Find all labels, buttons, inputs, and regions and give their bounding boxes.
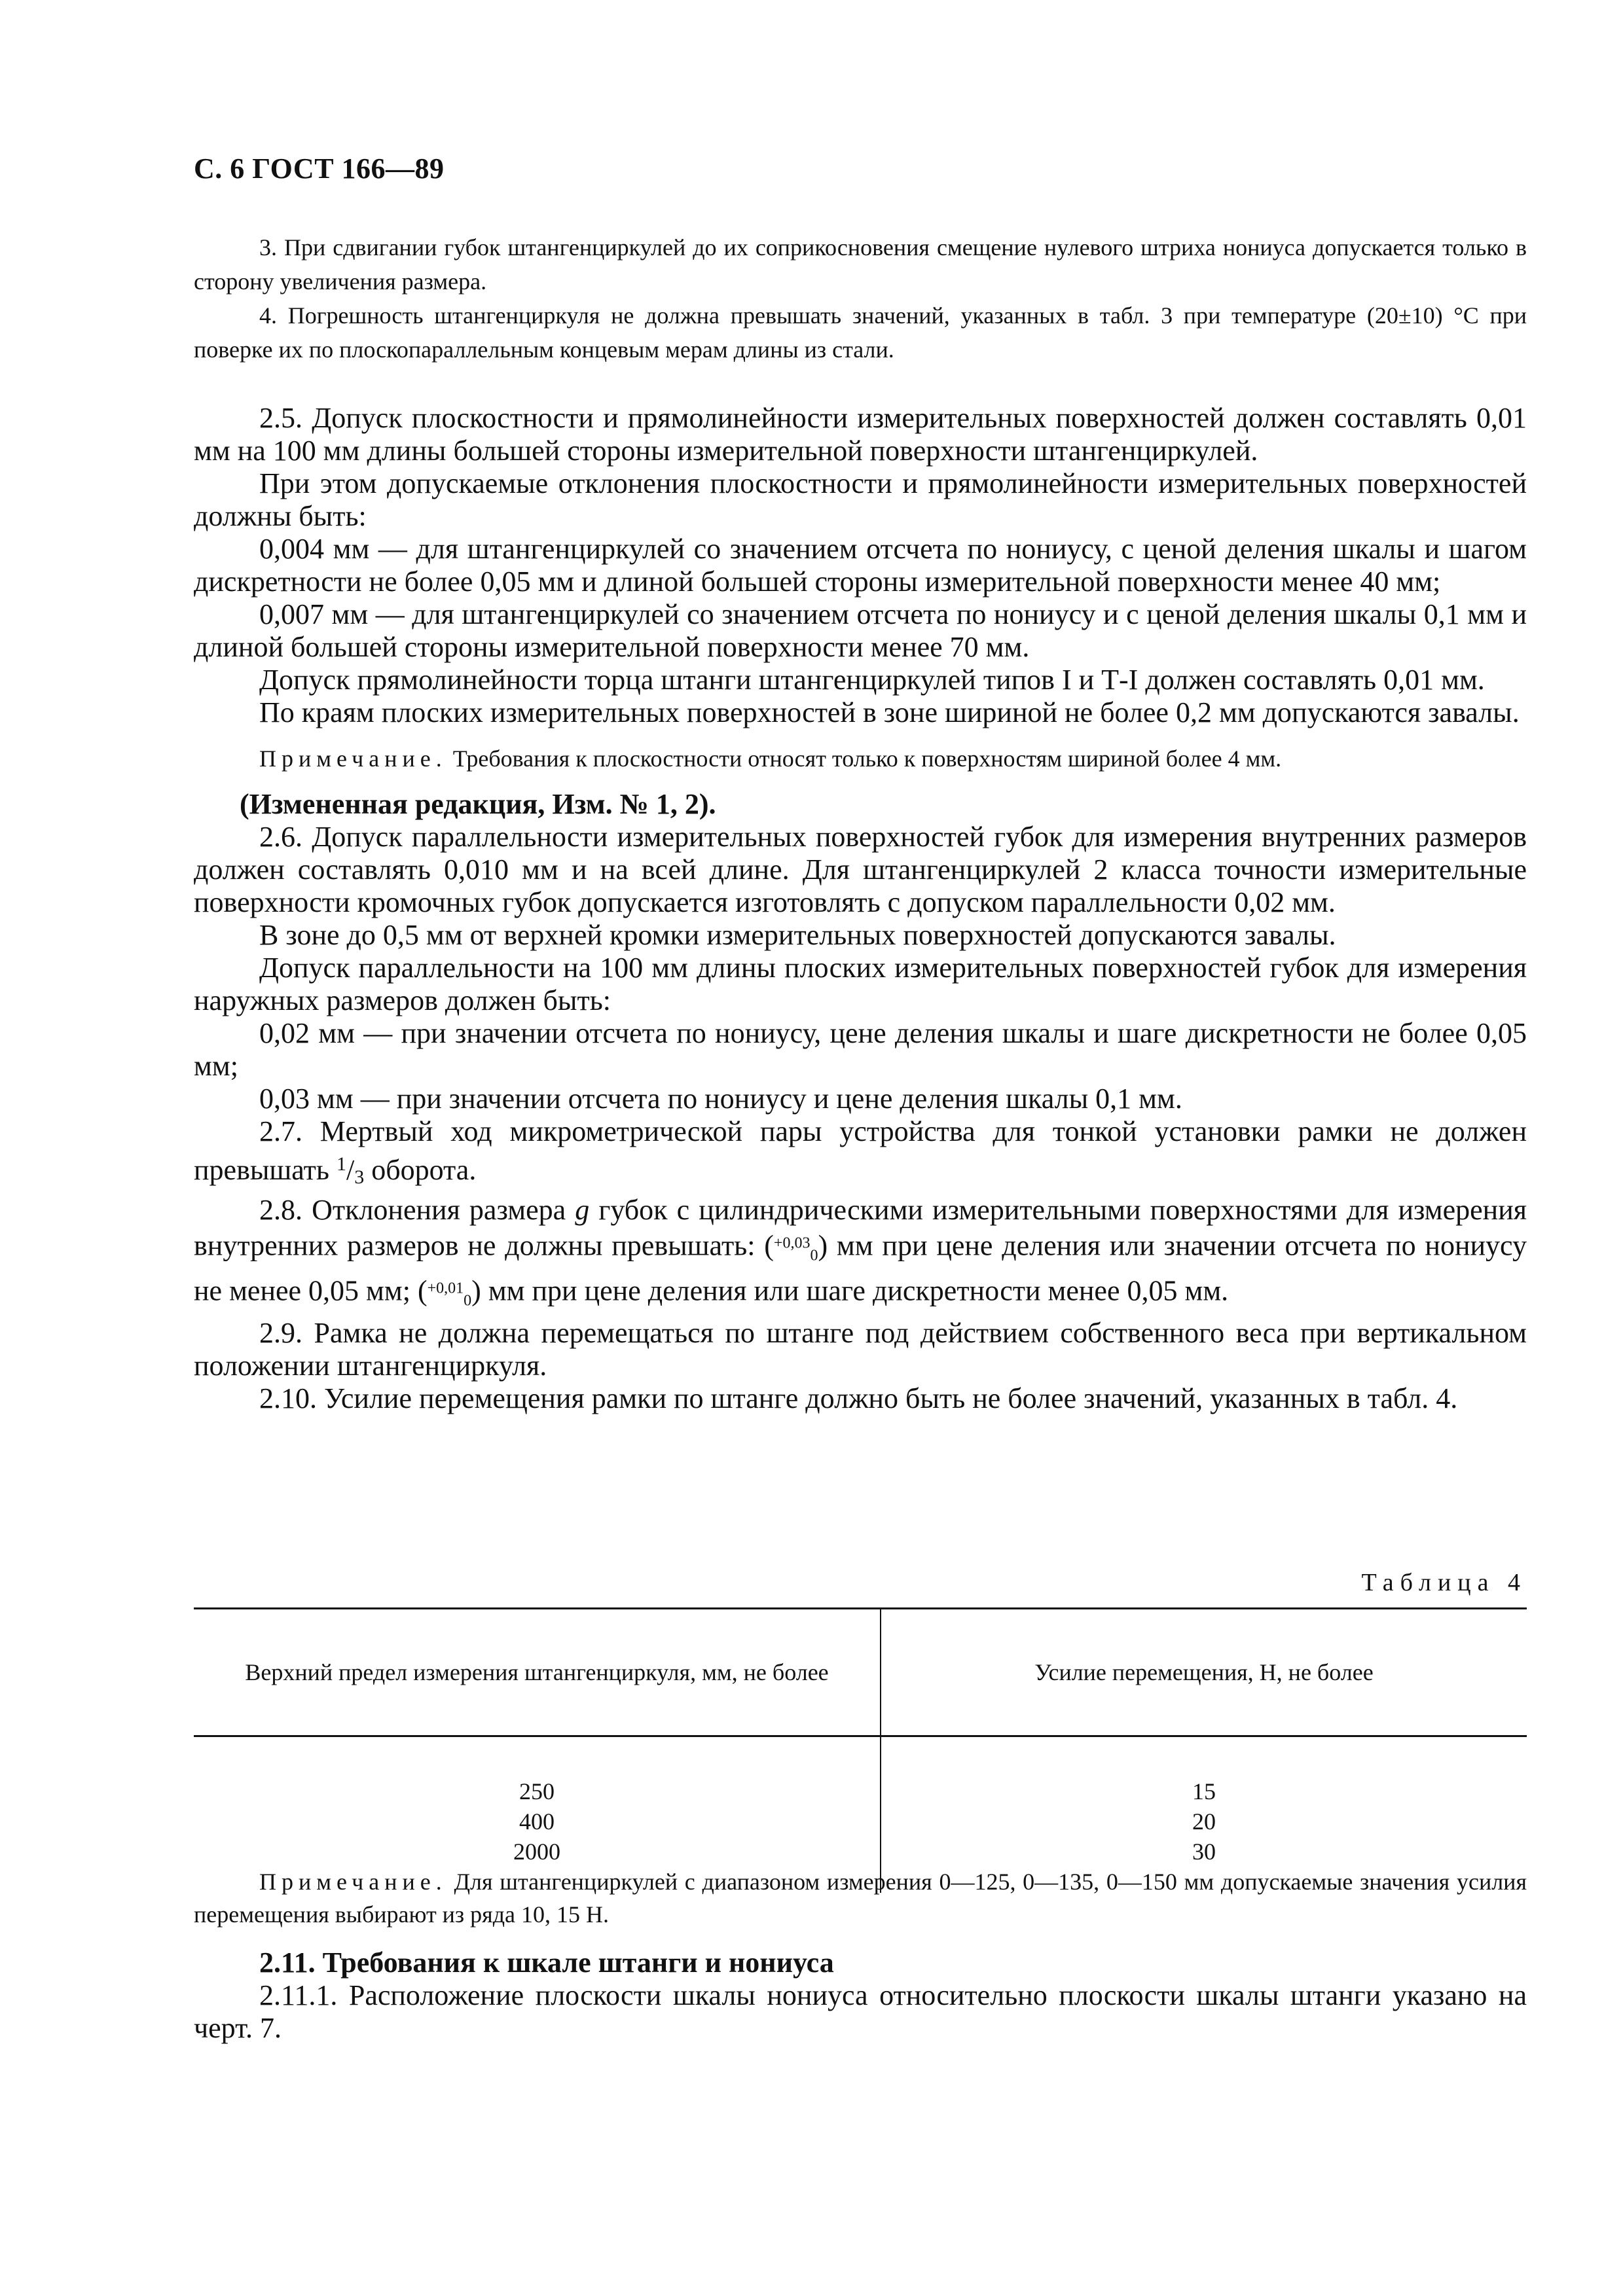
tolerance-lower: 0 (810, 1247, 818, 1265)
paragraph: В зоне до 0,5 мм от верхней кромки измерительных поверхностей допускаются завалы. (259, 919, 1336, 951)
tolerance-1 (773, 1234, 818, 1265)
page-header: С. 6 ГОСТ 166—89 (194, 152, 445, 185)
paragraph-2-8 (194, 1194, 1527, 1317)
fraction-denominator: 3 (354, 1166, 365, 1188)
paragraph: Допуск параллельности на 100 мм длины плоских измерительных поверхностей губок для измерения наружных размеров должен быть: (194, 952, 1527, 1016)
paragraph: 0,007 мм — для штангенциркулей со значением отсчета по нониусу и с ценой деления шкалы 0,1 мм и длиной большей стороны измерительной поверхности менее 70 мм. (194, 598, 1527, 663)
paragraph-2-9: 2.9. Рамка не должна перемещаться по штанге под действием собственного веса при вертикальном положении штангенциркуля. (194, 1317, 1527, 1382)
note-label: Примечание. (259, 1869, 447, 1895)
tolerance-lower: 0 (464, 1292, 472, 1310)
table-header-row (194, 1609, 1527, 1736)
text: губок с цилиндрическими измерительными поверхностями для измерения внутренних размеров не должны превышать: ( (194, 1194, 1527, 1262)
notes-top (194, 230, 1527, 367)
note-force (194, 1865, 1527, 1931)
paragraph: 0,03 мм — при значении отсчета по нониусу и цене деления шкалы 0,1 мм. (259, 1083, 1182, 1115)
tolerance-upper: +0,01 (427, 1280, 464, 1297)
note-flatness (194, 742, 1527, 775)
paragraph-2-6: 2.6. Допуск параллельности измерительных поверхностей губок для измерения внутренних размеров должен составлять 0,010 мм и на всей длине. Для штангенциркулей 2 класса точности измерительные поверхности кромочных губок допускается изготовлять с допуском параллельности 0,02 мм. (194, 821, 1527, 918)
after-table-text (194, 1865, 1527, 2045)
paragraph: Допуск прямолинейности торца штанги штангенциркулей типов I и Т-I должен составлять 0,01 мм. (259, 664, 1485, 696)
note-text: Для штангенциркулей с диапазоном измерения 0—125, 0—135, 0—150 мм допускаемые значения усилия перемещения выбирают из ряда 10, 15 Н. (194, 1869, 1527, 1928)
table-header-force: Усилие перемещения, Н, не более (881, 1609, 1527, 1736)
paragraph: При этом допускаемые отклонения плоскостности и прямолинейности измерительных поверхностей должны быть: (194, 467, 1527, 532)
fraction-numerator: 1 (336, 1153, 346, 1175)
edit-note: (Измененная редакция, Изм. № 1, 2). (240, 788, 716, 820)
paragraph: По краям плоских измерительных поверхностей в зоне шириной не более 0,2 мм допускаются завалы. (259, 696, 1520, 728)
text: ) мм при цене деления или значении отсчета по нониусу не менее 0,05 мм; ( (194, 1229, 1527, 1307)
text: оборота. (364, 1154, 477, 1186)
cell-value: 250 (519, 1778, 555, 1804)
paragraph: 0,004 мм — для штангенциркулей со значением отсчета по нониусу, с ценой деления шкалы и шагом дискретности не более 0,05 мм и длиной большей стороны измерительной поверхности менее 40 мм; (194, 533, 1527, 598)
fraction-slash: / (346, 1154, 355, 1186)
paragraph-2-5: 2.5. Допуск плоскостности и прямолинейности измерительных поверхностей должен составлять 0,01 мм на 100 мм длины большей стороны измерительной поверхности штангенциркулей. (194, 402, 1527, 467)
note-label: Примечание. (259, 745, 447, 772)
cell-value: 2000 (513, 1839, 560, 1865)
paragraph-2-7 (194, 1115, 1527, 1194)
cell-value: 15 (1192, 1778, 1216, 1804)
note-4: 4. Погрешность штангенциркуля не должна превышать значений, указанных в табл. 3 при температуре (20±10) °С при поверке их по плоскопараллельным концевым мерам длины из стали. (194, 302, 1527, 363)
table-header-limit: Верхний предел измерения штангенциркуля, мм, не более (194, 1609, 881, 1736)
note-text: Требования к плоскостности относят только к поверхностям шириной более 4 мм. (447, 745, 1282, 772)
paragraph-2-11-1: 2.11.1. Расположение плоскости шкалы нониуса относительно плоскости шкалы штанги указано на черт. 7. (194, 1979, 1527, 2044)
tolerance-upper: +0,03 (773, 1234, 811, 1251)
table-4 (194, 1607, 1527, 1893)
paragraph-2-10: 2.10. Усилие перемещения рамки по штанге должно быть не более значений, указанных в табл. 4. (259, 1382, 1458, 1415)
symbol-g: g (575, 1194, 590, 1226)
cell-value: 30 (1192, 1839, 1216, 1865)
text: ) мм при цене деления или шаге дискретности менее 0,05 мм. (471, 1274, 1229, 1307)
text: 2.7. Мертвый ход микрометрической пары устройства для тонкой установки рамки не должен превышать (194, 1115, 1527, 1186)
table-caption: Таблица 4 (1361, 1569, 1527, 1596)
paragraph: 0,02 мм — при значении отсчета по нониусу, цене деления шкалы и шаге дискретности не более 0,05 мм; (194, 1017, 1527, 1082)
text: 2.8. Отклонения размера (259, 1194, 575, 1226)
main-text (194, 402, 1527, 1415)
cell-value: 20 (1192, 1808, 1216, 1835)
cell-value: 400 (519, 1808, 555, 1835)
table (194, 1607, 1527, 1893)
section-title-2-11: 2.11. Требования к шкале штанги и нониуса (259, 1946, 834, 1979)
note-3: 3. При сдвигании губок штангенциркулей до их соприкосновения смещение нулевого штриха нониуса допускается только в сторону увеличения размера. (194, 234, 1527, 295)
tolerance-2 (427, 1280, 472, 1310)
